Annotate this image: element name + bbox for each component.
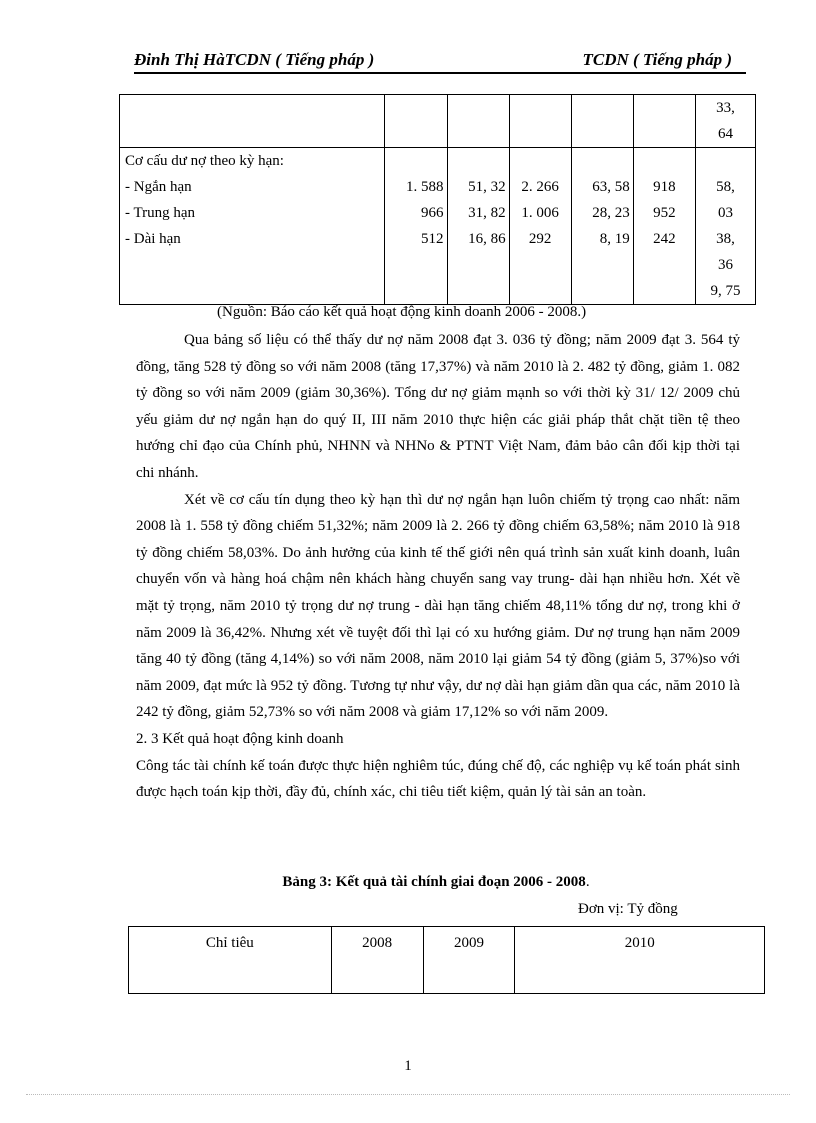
paragraph: Qua bảng số liệu có thể thấy dư nợ năm 2008 đạt 3. 036 tỷ đồng; năm 2009 đạt 3. 564 tỷ đồng, tăng 528 tỷ đồng so với năm 2008 (tăng 17,37%) và năm 2010 là 2. 482 tỷ đồng, giảm 1. 082 tỷ đồng so với năm 2009 (giảm 30,36%). Tổng dư nợ giảm mạnh so với thời kỳ 31/ 12/ 2009 chủ yếu giảm dư nợ ngắn hạn do quý II, III năm 2010 thực hiện các giải pháp thắt chặt tiền tệ theo hướng chỉ đạo của Chính phủ, NHNN và NHNo & PTNT Việt Nam, đảm bảo cân đối kịp thời tại chi nhánh. xyxy=(136,332,740,481)
column-header: 2010 xyxy=(515,927,765,994)
header-right: TCDN ( Tiếng pháp ) xyxy=(582,50,732,69)
table-cell: 2. 266 1. 006 292 xyxy=(509,148,571,305)
body-text xyxy=(136,327,740,806)
table-unit: Đơn vị: Tỷ đồng xyxy=(578,901,678,917)
page-bottom-rule xyxy=(26,1094,790,1095)
table-cell: 51, 32 31, 82 16, 86 xyxy=(447,148,509,305)
header-left: Đinh Thị HàTCDN ( Tiếng pháp ) xyxy=(134,50,375,69)
table-cell: 58, 03 38, 36 9, 75 xyxy=(695,148,755,305)
paragraph: Công tác tài chính kế toán được thực hiện nghiêm túc, đúng chế độ, các nghiệp vụ kế toán phát sinh được hạch toán kịp thời, đầy đủ, chính xác, chi tiêu tiết kiệm, quản lý tài sản an toàn. xyxy=(136,757,740,801)
column-header: 2009 xyxy=(423,927,515,994)
row-labels-cell: Cơ cấu dư nợ theo kỳ hạn: - Ngắn hạn - Trung hạn - Dài hạn xyxy=(120,148,385,305)
table-cell: 918 952 242 xyxy=(633,148,695,305)
paragraph: Xét về cơ cấu tín dụng theo kỳ hạn thì dư nợ ngắn hạn luôn chiếm tỷ trọng cao nhất: năm 2008 là 1. 558 tỷ đồng chiếm 51,32%; năm 2009 là 2. 266 tỷ đồng chiếm 63,58%; năm 2010 là 918 tỷ đồng chiếm 58,03%. Do ảnh hưởng của kinh tế thế giới nên quá trình sản xuất kinh doanh, luân chuyển vốn và hàng hoá chậm nên khách hàng chuyển sang vay trung- dài hạn nhiều hơn. Xét về mặt tỷ trọng, năm 2010 tỷ trọng dư nợ trung - dài hạn tăng chiếm 48,11% tổng dư nợ, trong khi ở năm 2009 là 36,42%. Nhưng xét về tuyệt đối thì lại có xu hướng giảm. Dư nợ trung hạn năm 2009 tăng 40 tỷ đồng (tăng 4,14%) so với năm 2008, năm 2010 lại giảm 54 tỷ đồng (giảm 5, 37%)so với năm 2009, đạt mức là 952 tỷ đồng. Tương tự như vậy, dư nợ dài hạn giảm dần qua các, năm 2010 là 242 tỷ đồng, giảm 52,73% so với năm 2008 và giảm 17,12% so với năm 2009. xyxy=(136,491,740,721)
table-cell: 33, 64 xyxy=(695,95,755,148)
column-header: Chỉ tiêu xyxy=(129,927,332,994)
table-row xyxy=(120,95,756,148)
financial-results-table xyxy=(128,926,765,994)
table-row xyxy=(120,148,756,305)
header-rule xyxy=(134,72,746,74)
section-heading: 2. 3 Kết quả hoạt động kinh doanh xyxy=(136,730,344,747)
debt-structure-table xyxy=(119,94,756,305)
page-number: 1 xyxy=(404,1058,412,1074)
table-cell: 63, 58 28, 23 8, 19 xyxy=(571,148,633,305)
page-header xyxy=(134,48,746,74)
column-header: 2008 xyxy=(331,927,423,994)
source-note: (Nguồn: Báo cáo kết quả hoạt động kinh doanh 2006 - 2008.) xyxy=(217,304,587,320)
table-header-row xyxy=(129,927,765,994)
table-caption: Bảng 3: Kết quả tài chính giai đoạn 2006 - 2008. xyxy=(282,874,590,890)
table-cell: 1. 588 966 512 xyxy=(385,148,447,305)
